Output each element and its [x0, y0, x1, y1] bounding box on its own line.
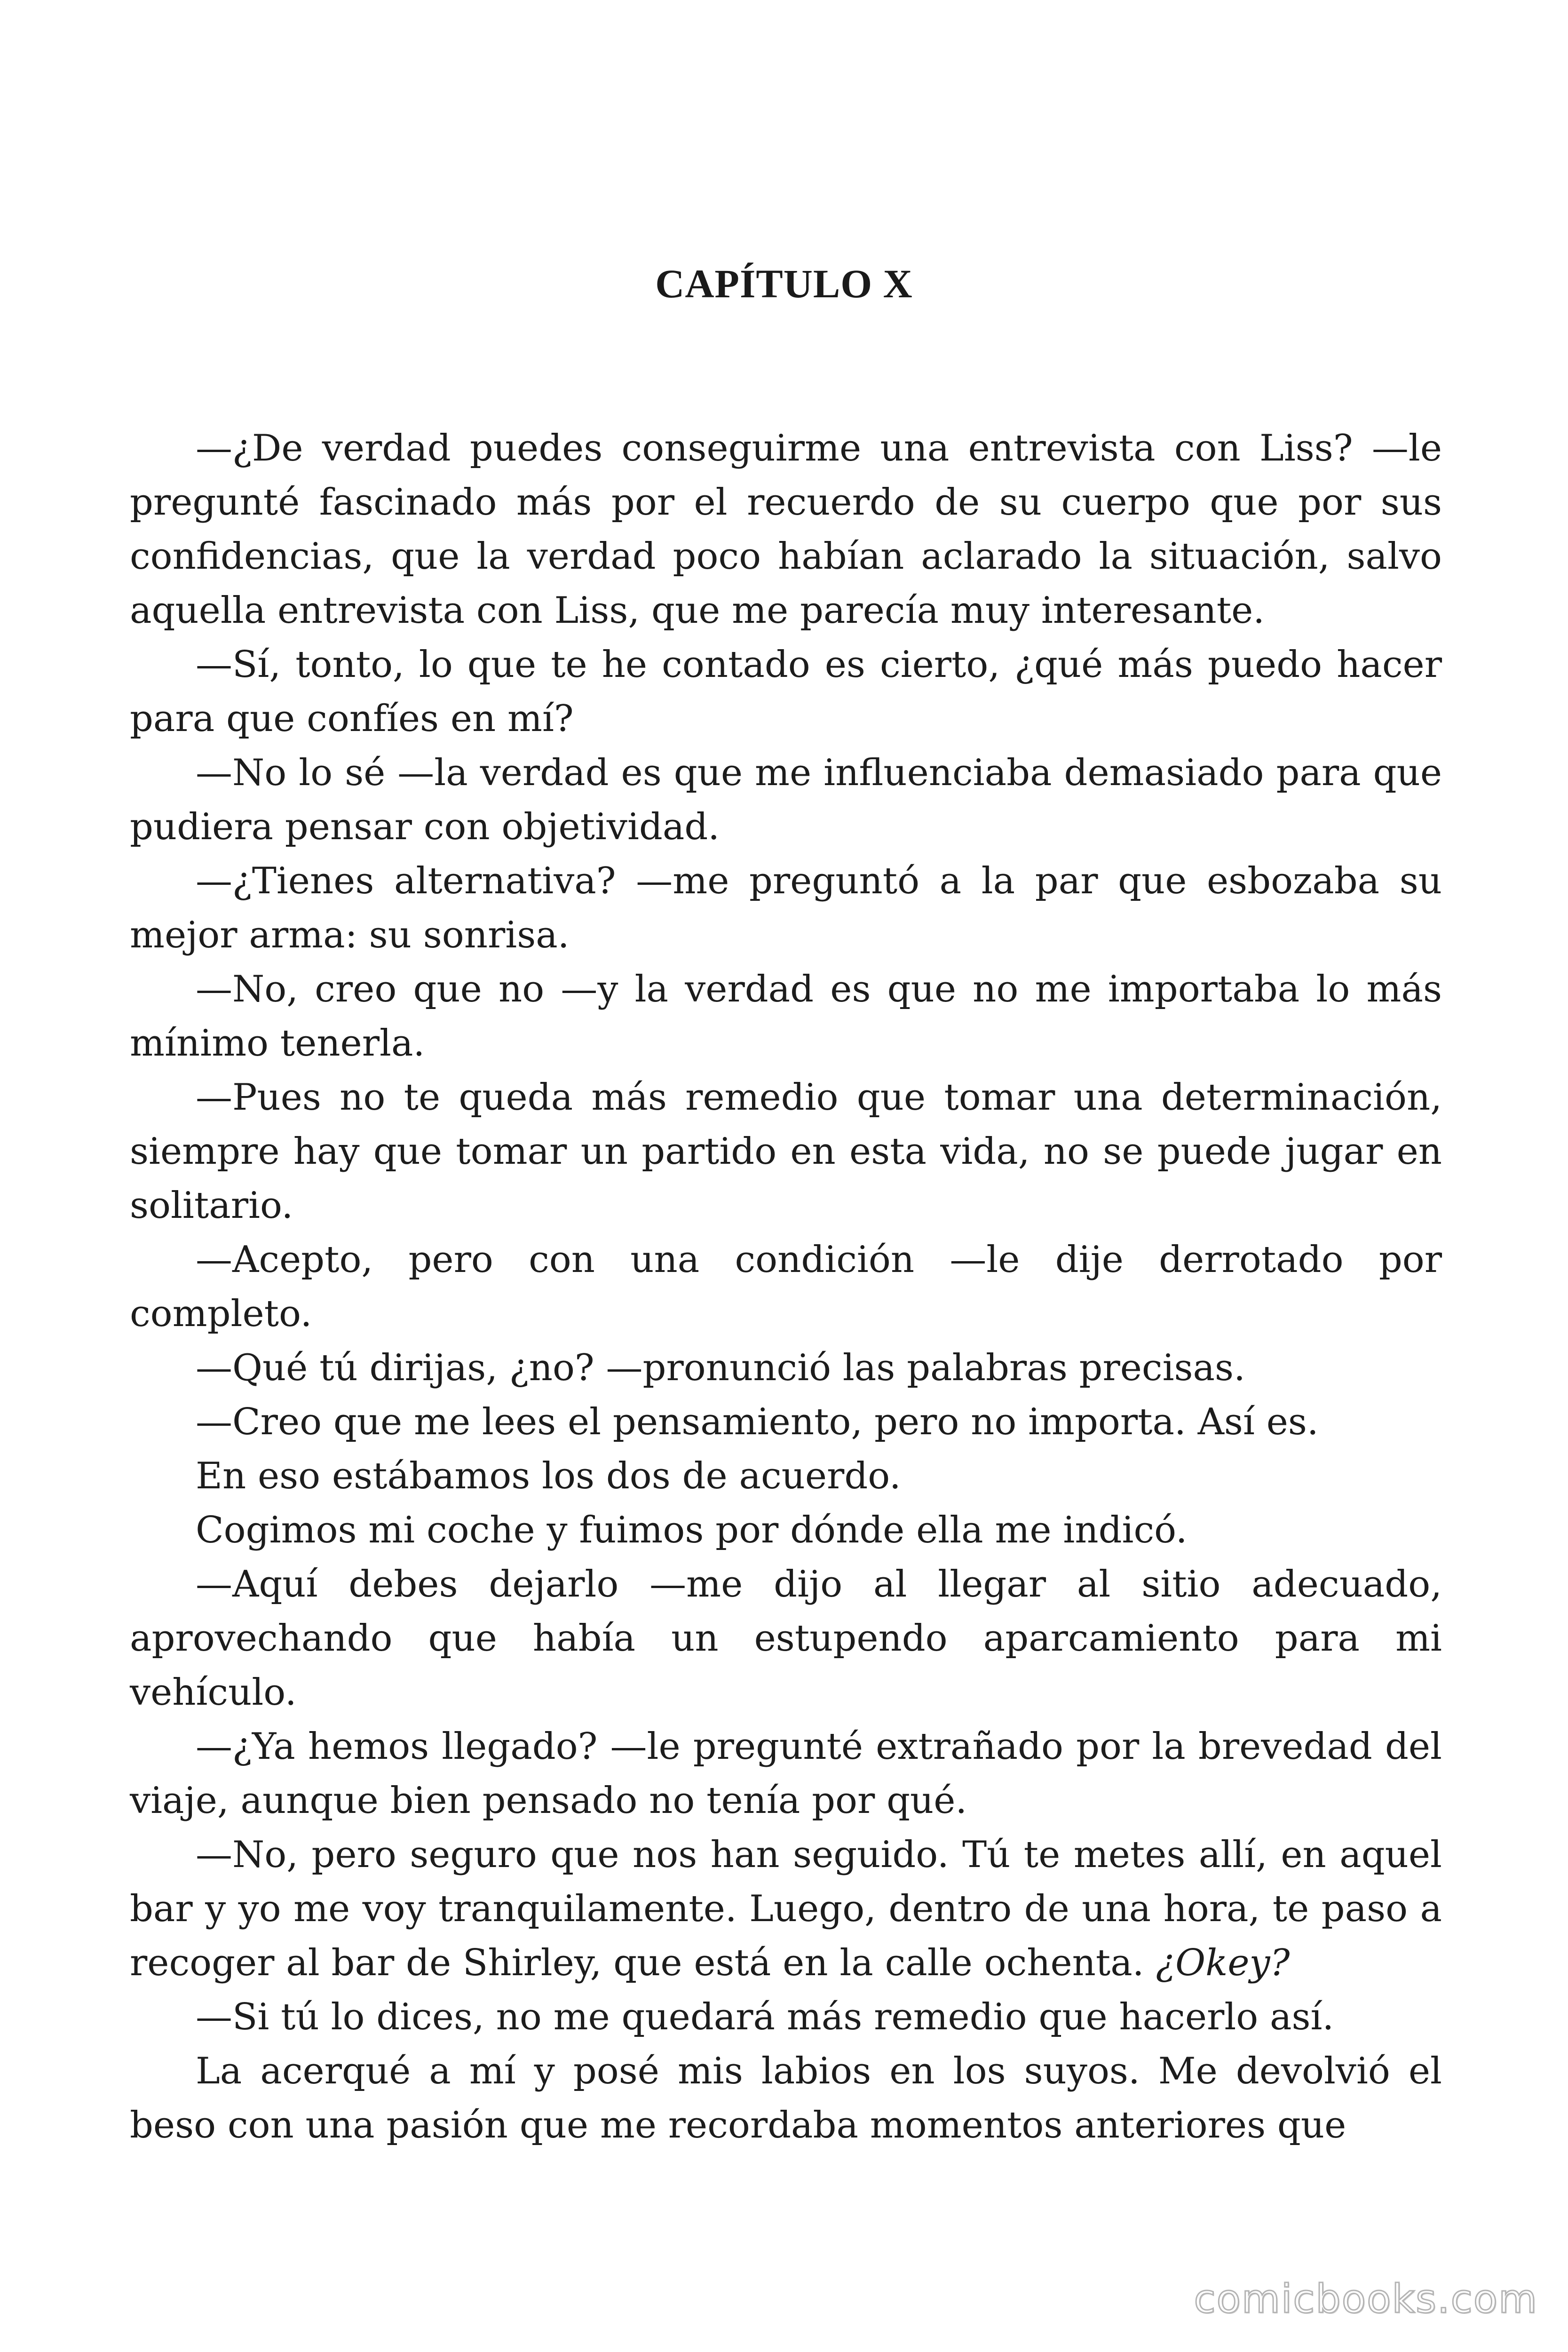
chapter-title: CAPÍTULO X [655, 261, 913, 306]
paragraph [130, 746, 1442, 854]
paragraph [130, 1233, 1442, 1341]
paragraph [130, 962, 1442, 1071]
paragraph-text: —Acepto, pero con una condición —le dije derrotado por completo. [130, 1239, 1442, 1335]
paragraph [130, 1503, 1442, 1557]
paragraph [130, 1395, 1442, 1449]
paragraph-text: —Creo que me lees el pensamiento, pero no importa. Así es. [196, 1401, 1319, 1443]
paragraph-text: —Qué tú dirijas, ¿no? —pronunció las palabras precisas. [196, 1347, 1245, 1389]
paragraph-italic-text: ¿Okey? [1156, 1942, 1290, 1984]
paragraph-text: La acerqué a mí y posé mis labios en los suyos. Me devolvió el beso con una pasión que me recordaba momentos anteriores que [130, 2050, 1442, 2146]
paragraph-text: —¿Tienes alternativa? —me preguntó a la par que esbozaba su mejor arma: su sonrisa. [130, 860, 1442, 956]
paragraph-text: —No, pero seguro que nos han seguido. Tú te metes allí, en aquel bar y yo me voy tranquilamente. Luego, dentro de una hora, te paso a recoger al bar de Shirley, que está en la calle ochenta. [130, 1834, 1442, 1984]
paragraph [130, 1557, 1442, 1720]
paragraph [130, 1341, 1442, 1395]
paragraph-text: —No lo sé —la verdad es que me influenciaba demasiado para que pudiera pensar con objetividad. [130, 752, 1442, 848]
paragraph-text: —Sí, tonto, lo que te he contado es cierto, ¿qué más puedo hacer para que confíes en mí? [130, 644, 1442, 740]
paragraph [130, 1828, 1442, 1990]
paragraph [130, 421, 1442, 638]
paragraph [130, 854, 1442, 962]
paragraph-text: —¿Ya hemos llegado? —le pregunté extrañado por la brevedad del viaje, aunque bien pensado no tenía por qué. [130, 1725, 1442, 1822]
paragraph [130, 1720, 1442, 1828]
paragraph-text: —Pues no te queda más remedio que tomar una determinación, siempre hay que tomar un partido en esta vida, no se puede jugar en solitario. [130, 1076, 1442, 1227]
paragraph-text: En eso estábamos los dos de acuerdo. [196, 1455, 901, 1497]
paragraph-text: Cogimos mi coche y fuimos por dónde ella me indicó. [196, 1509, 1188, 1551]
paragraph [130, 638, 1442, 746]
paragraph-text: —Aquí debes dejarlo —me dijo al llegar al sitio adecuado, aprovechando que había un estupendo aparcamiento para mi vehículo. [130, 1563, 1442, 1714]
paragraph-text: —¿De verdad puedes conseguirme una entrevista con Liss? —le pregunté fascinado más por el recuerdo de su cuerpo que por sus confidencias, que la verdad poco habían aclarado la situación, salvo aquella entrevista con Liss, que me parecía muy interesante. [130, 427, 1442, 632]
paragraph [130, 1071, 1442, 1233]
watermark: comicbooks.com [1194, 2276, 1538, 2322]
paragraph [130, 2044, 1442, 2153]
paragraph-text: —Si tú lo dices, no me quedará más remedio que hacerlo así. [196, 1996, 1334, 2038]
paragraph [130, 1990, 1442, 2044]
paragraph [130, 1449, 1442, 1503]
chapter-body [130, 421, 1442, 2153]
paragraph-text: —No, creo que no —y la verdad es que no me importaba lo más mínimo tenerla. [130, 968, 1442, 1065]
